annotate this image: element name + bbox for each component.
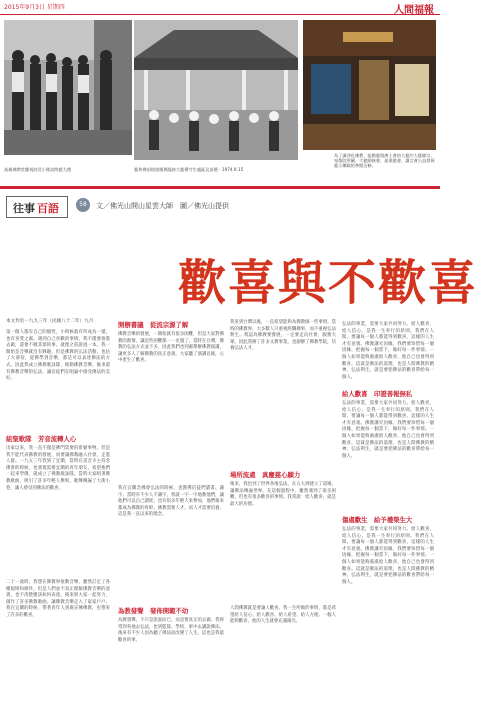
article-text-col-1c: 二十一歲時，我想在佛教界推動音樂，雖然訂定了各種規則和條件。但是人們並不真正理解佛教音樂的意義，也不清楚應該如何表達。後來與大家一起努力，創作了許多佛教歌曲，讓佛教音樂走入了家家戶戶。我在宜蘭的時候，帶著青年人到處宣傳佛教，也帶來了許多的歡喜。 [6, 580, 110, 618]
photo-2-caption: 慈和佛頂陸陸鳳與臨接大慈禪寺生處區及頂禮・1974.9.15 [134, 167, 244, 172]
issue-number-badge: 58 [76, 198, 90, 212]
subhead-4: 場所流處 真慶慈心願力 [230, 471, 301, 479]
article-text-side-c: 弘法的事業，需要大家共同努力。給人歡喜，給人信心，是我一生奉行的原則。我們在人間，要讓每一個人都能得到歡喜，這樣的人生才有意義。佛教講究因緣，我們要珍惜每一個因緣，把握每一個當下，做好每一件事情。一個人如果能夠處處給人歡喜，他自己也會得到歡喜。這就是佛法的道理，也是人間佛教的精神。弘法利生，就是要把佛法的歡喜帶給每一個人。 [342, 527, 434, 585]
museum-photo-image [303, 20, 436, 150]
column-label [6, 196, 68, 218]
page-header [0, 0, 440, 15]
article-text-side-a: 弘法的事業，需要大家共同努力。給人歡喜，給人信心，是我一生奉行的原則。我們在人間，要讓每一個人都能得到歡喜，這樣的人生才有意義。佛教講究因緣，我們要珍惜每一個因緣，把握每一個當下，做好每一件事情。一個人如果能夠處處給人歡喜，他自己也會得到歡喜。這就是佛法的道理，也是人間佛教的精神。弘法利生，就是要把佛法的歡喜帶給每一個人。 [342, 322, 434, 380]
article-text-col-1b: 出家以來，我一直不僅是佛門需要的新穎事物。但是我不能代表佛教的發展，而要讓佛教融入社會，走進人群。一九五三年我到了宜蘭，當時在雷音寺主持念佛會的時候，也發現需要宜蘭的青年朋友，希望他們一起來學佛，就成立了佛教歌詠隊。當時大家唱著佛教歌曲，吸引了許多年輕人參與，歌聲傳遍了大街小巷，讓人感受到佛法的歡喜。 [6, 446, 110, 491]
photo-1-caption: 高雄佛教堂慶祝院兒小隊訪問慈大禮 [4, 167, 72, 172]
section-divider [0, 186, 440, 189]
subhead-1: 組聖歌隊 芳音流轉人心 [6, 435, 77, 443]
byline: 文／佛光山開山星雲大師 圖／佛光山提供 [96, 202, 229, 210]
photo-temple-gathering [134, 20, 298, 160]
photo-3-caption: 為了讓淨化佛教，能動慈與濟土會的大慈約大慈師宗，宛都院所屬，大慈師接會，最業慈會，讓言會公益發展慈示爍殿的參閱沼修。 [334, 153, 435, 168]
band-photo-image [4, 20, 132, 155]
column-label-a: 往事 [13, 202, 35, 215]
article-text-side-b: 弘法的事業，需要大家共同努力。給人歡喜，給人信心，是我一生奉行的原則。我們在人間，要讓每一個人都能得到歡喜，這樣的人生才有意義。佛教講究因緣，我們要珍惜每一個因緣，把握每一個當下，做好每一件事情。一個人如果能夠處處給人歡喜，他自己也會得到歡喜。這就是佛法的道理，也是人間佛教的精神。弘法利生，就是要把佛法的歡喜帶給每一個人。 [342, 401, 434, 459]
photo-band-group [4, 20, 132, 155]
gathering-photo-image [134, 20, 298, 160]
article-dateline: 本文作於一九九三年（民國八十二年）九月 [6, 319, 94, 324]
article-text-col-1a: 第一個人都有自己的個性，小時候就有所成為一樣，也有喜愛之處。遇到自己喜歡的事情，我不僅要推進去做，還會不厭其煩的事。就像之前說過一本，我一開始是音樂就沒有興趣，但是佛教的弘法活動，也佔了大部份，從佛學到音樂，都是可以表達佛法的方式。因此我成立佛教歌詠隊，推動佛教音樂。後來還有佛教音樂的弘法，讓信徒們在唱誦中感受佛法的美好。 [6, 330, 110, 382]
subhead-5: 給人歡喜 印證善報無私 [342, 390, 413, 398]
article-text-col-3b: 後來，我也到了世界各地弘法，在五大洲建立了道場，讓佛法傳遍世界。在這個過程中，雖然遇到了很多困難，但也有很多歡喜的事情。我常說：給人歡喜，就是最大的功德。 [230, 482, 336, 507]
article-text-col-3c: 人間佛教就是要讓人歡喜。我一生所做的事情，都是希望給人信心、給人歡喜、給人希望、給人方便。一個人能夠歡喜，他的人生就會充滿陽光。 [230, 606, 336, 625]
article-text-col-2a: 佛教音樂的發展，一開始就有很多困難，但是大家對佛教的熱情，讓這些困難都一一克服了。當時在台灣，佛教的弘法方式並不多，因此我們也到處舉辦佛教演講，讓更多人了解佛教的真正意義。大家聽了演講以後，心中產生了歡喜。 [118, 332, 224, 364]
photo-museum-interior [303, 20, 436, 150]
article-text-col-2c: 為教發聲，不只是說說而已，而是要真正的去做。我經常到各地去弘法，也到監獄、學校、軍中去講說佛法。後來有不少人因為聽了佛法而改變了人生。這也是我最歡喜的事。 [118, 618, 224, 643]
article-text-col-3a: 我來到台灣以後，一直希望能夠為佛教做一些事情。當時的佛教界，大多數人只重視經懺佛事，而不重視弘法利生。我認為佛教要發展，一定要走向社會，服務大眾。因此我辦了許多文教事業，也創辦了佛教學院，培養弘法人才。 [230, 320, 336, 352]
header-date: 2015年9月3日 星期四 [4, 4, 65, 11]
subhead-3: 為教發聲 發佈開範不幼 [118, 607, 189, 615]
newspaper-logo: 人間福報 [394, 5, 434, 16]
subhead-6: 傷處歡生 給予禮榮生大 [342, 516, 413, 524]
article-text-col-2b: 我在宜蘭念佛會弘法的時候，也教導信徒們讀書、識字。當時有不少人不識字，我就一字一字地教他們，讓他們可以自己讀經。也有很多年輕人來參加，他們後來都成為佛教的骨幹。佛教需要人才，而人才需要培養，這是我一直以來的理念。 [118, 486, 224, 518]
subhead-2: 開辦書議 從流宗源了解 [118, 321, 189, 329]
column-label-b: 百語 [37, 202, 59, 215]
article-title: 歡喜與不歡喜 [178, 255, 478, 311]
